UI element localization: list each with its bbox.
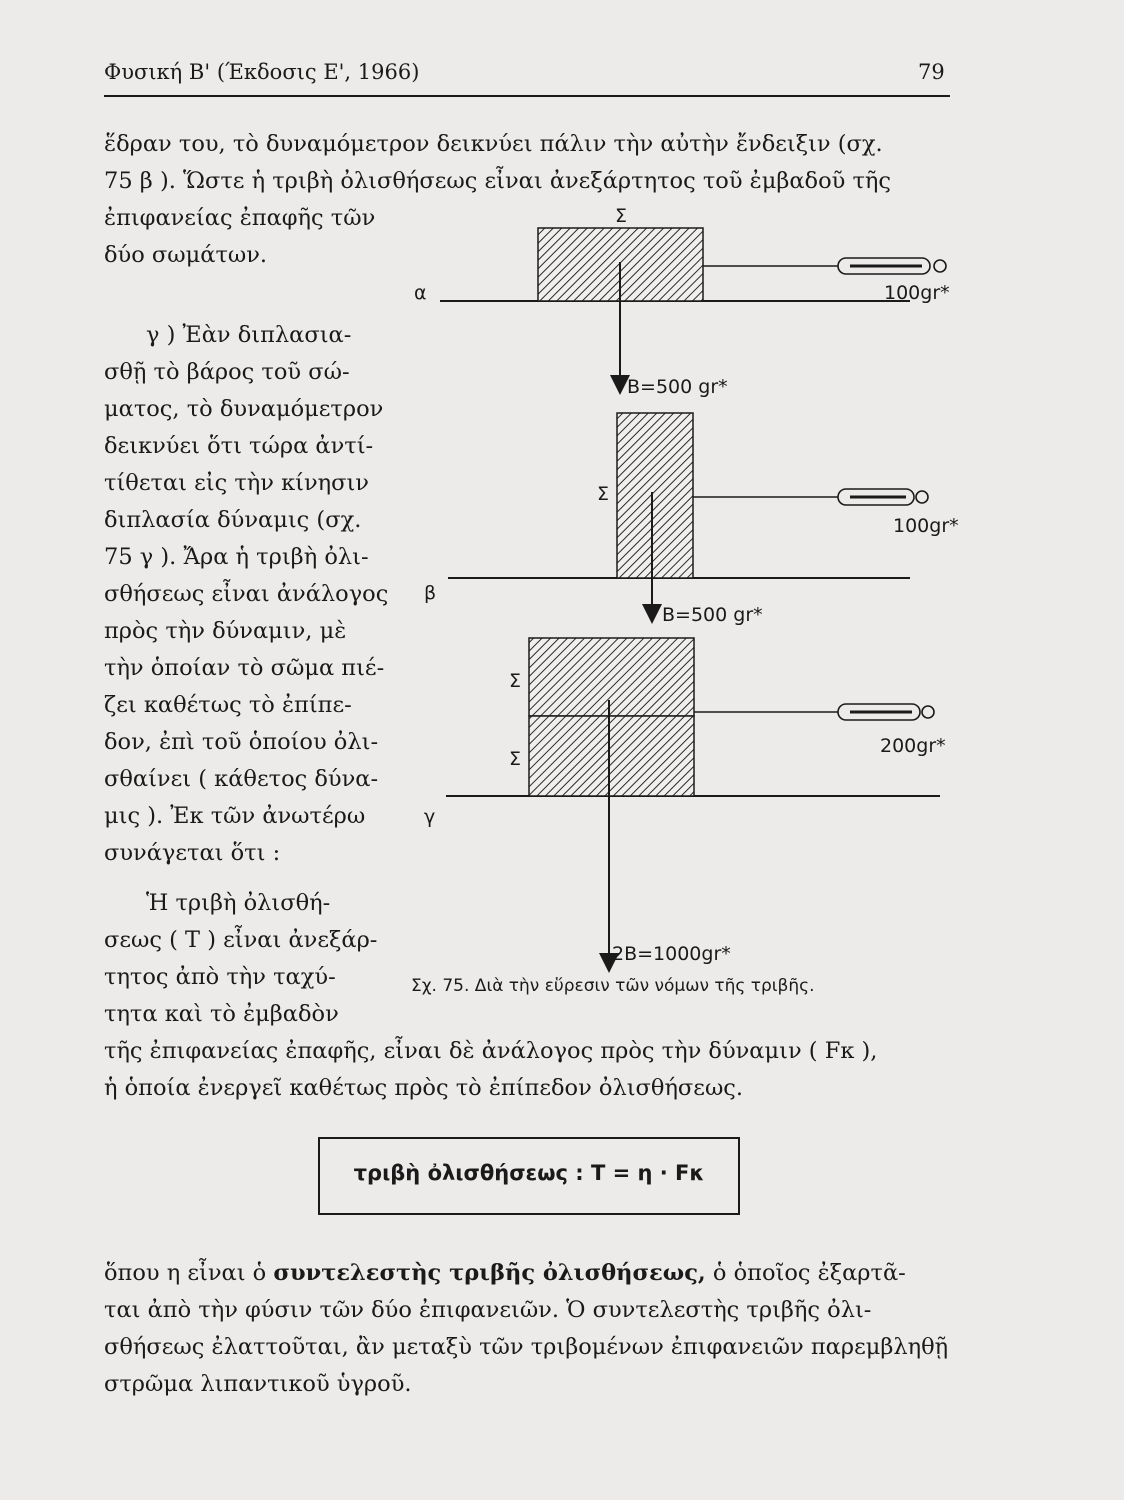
paragraph-line: ζει καθέτως τὸ ἐπίπε- <box>104 692 352 718</box>
paragraph-line: μις ). Ἐκ τῶν ἀνωτέρω <box>104 803 366 829</box>
law-line: Ἡ τριβὴ ὀλισθή- <box>146 890 331 916</box>
panel-label-a: α <box>414 282 427 304</box>
body-label: Σ <box>597 483 610 505</box>
paragraph-line: σθῇ τὸ βάρος τοῦ σώ- <box>104 359 350 385</box>
paragraph-line: συνάγεται ὅτι : <box>104 840 281 866</box>
dynamometer-reading: 100gr* <box>893 515 959 537</box>
body-label: Σ <box>509 748 522 770</box>
page-number: 79 <box>918 60 945 84</box>
body-block <box>617 413 693 578</box>
weight-label: 2Β=1000gr* <box>612 943 731 965</box>
dynamometer-icon <box>838 704 934 720</box>
paragraph-line: τίθεται εἰς τὴν κίνησιν <box>104 470 369 496</box>
dynamometer-icon <box>838 489 928 505</box>
paragraph-line: 75 γ ). Ἄρα ἡ τριβὴ ὀλι- <box>104 544 369 570</box>
law-line: ἡ ὁποία ἐνεργεῖ καθέτως πρὸς τὸ ἐπίπεδον ὀλισθήσεως. <box>104 1075 744 1101</box>
paragraph-line: 75 β ). Ὥστε ἡ τριβὴ ὀλισθήσεως εἶναι ἀνεξάρτητος τοῦ ἐμβαδοῦ τῆς <box>104 168 892 194</box>
panel-b <box>448 413 928 614</box>
closing-line: σθήσεως ἐλαττοῦται, ἂν μεταξὺ τῶν τριβομένων ἐπιφανειῶν παρεμβληθῇ <box>104 1334 949 1360</box>
paragraph-line: ἐπιφανείας ἐπαφῆς τῶν <box>104 205 376 231</box>
paragraph-line: σθήσεως εἶναι ἀνάλογος <box>104 581 389 607</box>
weight-label: Β=500 gr* <box>662 604 763 626</box>
law-line: τῆς ἐπιφανείας ἐπαφῆς, εἶναι δὲ ἀνάλογος πρὸς τὴν δύναμιν ( Fκ ), <box>104 1038 878 1064</box>
dynamometer-icon <box>838 258 946 274</box>
law-line: τητα καὶ τὸ ἐμβαδὸν <box>104 1001 339 1027</box>
closing-line: στρῶμα λιπαντικοῦ ὑγροῦ. <box>104 1371 412 1397</box>
closing-prefix: ὅπου η εἶναι ὁ <box>104 1260 274 1286</box>
closing-suffix: ὁ ὁποῖος ἐξαρτᾶ- <box>705 1260 906 1286</box>
law-line: τητος ἀπὸ τὴν ταχύ- <box>104 964 336 990</box>
paragraph-line: ἕδραν του, τὸ δυναμόμετρον δεικνύει πάλιν τὴν αὐτὴν ἔνδειξιν (σχ. <box>104 131 883 157</box>
paragraph-line: δύο σωμάτων. <box>104 242 268 268</box>
panel-label-c: γ <box>424 806 436 828</box>
paragraph-line: γ ) Ἐὰν διπλασια- <box>146 322 352 348</box>
figure-caption: Σχ. 75. Διὰ τὴν εὕρεσιν τῶν νόμων τῆς τριβῆς. <box>411 976 815 996</box>
body-label: Σ <box>615 205 628 227</box>
law-line: σεως ( Τ ) εἶναι ἀνεξάρ- <box>104 927 378 953</box>
dynamometer-reading: 200gr* <box>880 735 946 757</box>
paragraph-line: σθαίνει ( κάθετος δύνα- <box>104 766 379 792</box>
friction-coefficient-term: συντελεστὴς τριβῆς ὀλισθήσεως, <box>273 1260 706 1286</box>
panel-a <box>440 228 946 385</box>
paragraph-line: δον, ἐπὶ τοῦ ὁποίου ὀλι- <box>104 729 379 755</box>
paragraph-line: δεικνύει ὅτι τώρα ἀντί- <box>104 433 374 459</box>
running-title: Φυσική Β' (Έκδοσις Ε', 1966) <box>104 60 420 84</box>
closing-line: ται ἀπὸ τὴν φύσιν τῶν δύο ἐπιφανειῶν. Ὁ συντελεστὴς τριβῆς ὀλι- <box>104 1297 872 1323</box>
friction-formula: τριβὴ ὀλισθήσεως : Τ = η · Fκ <box>353 1161 705 1185</box>
panel-label-b: β <box>424 582 437 604</box>
upper-body-block <box>529 638 694 716</box>
dynamometer-reading: 100gr* <box>884 282 950 304</box>
body-label: Σ <box>509 670 522 692</box>
lower-body-block <box>529 716 694 796</box>
paragraph-line: πρὸς τὴν δύναμιν, μὲ <box>104 618 347 644</box>
paragraph-line: τὴν ὁποίαν τὸ σῶμα πιέ- <box>104 655 385 681</box>
weight-label: Β=500 gr* <box>627 376 728 398</box>
paragraph-line: ματος, τὸ δυναμόμετρον <box>104 396 384 422</box>
paragraph-line: διπλασία δύναμις (σχ. <box>104 507 362 533</box>
